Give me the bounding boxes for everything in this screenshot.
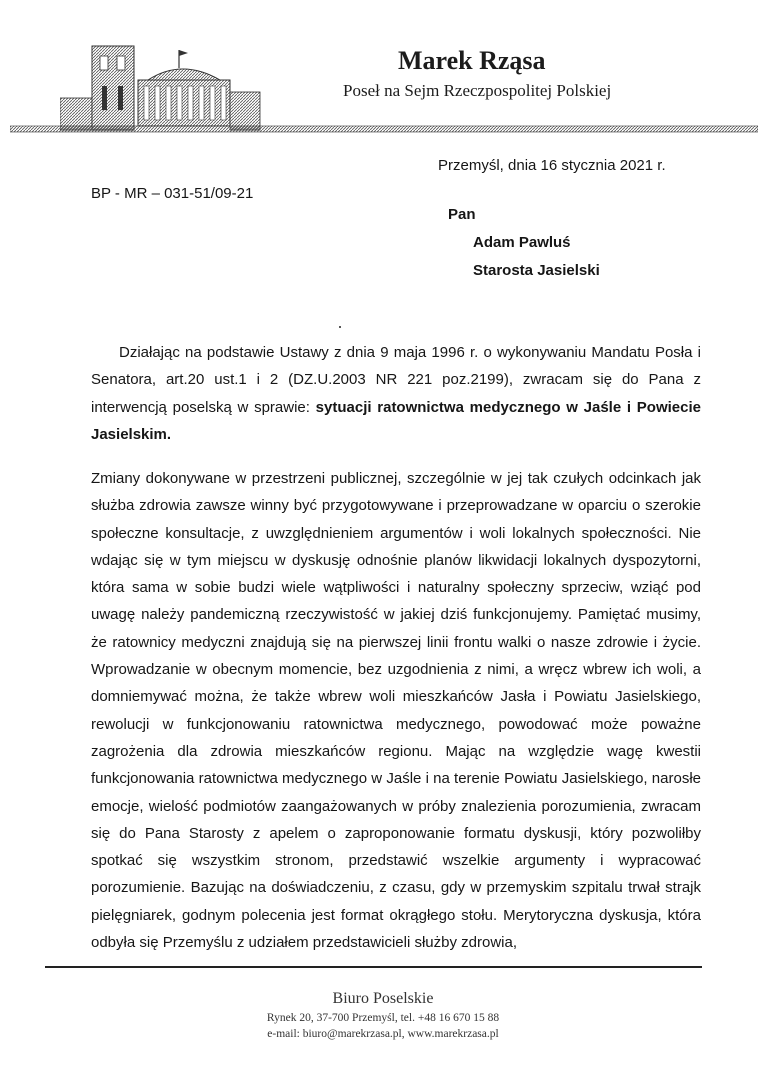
paragraph-intro-subject: sytuacji ratownictwa medycznego w Jaśle i Powiecie Jasielskim. (91, 398, 701, 443)
reference-number: BP - MR – 031-51/09-21 (91, 185, 254, 202)
paragraph-intro-text: Działając na podstawie Ustawy z dnia 9 maja 1996 r. o wykonywaniu Mandatu Posła i Senatora, art.20 ust.1 i 2 (DZ.U.2003 NR 221 poz.2199), zwracam się do Pana z interwencją poselską w sprawie: (91, 344, 701, 416)
footer-rule (45, 966, 702, 968)
footer-office-title: Biuro Poselskie (332, 990, 434, 1007)
place-date: Przemyśl, dnia 16 stycznia 2021 r. (438, 157, 666, 174)
recipient-salutation: Pan (448, 206, 476, 223)
paragraph-intro (91, 339, 701, 448)
paragraph-main: Zmiany dokonywane w przestrzeni publicznej, szczególnie w jej tak czułych odcinkach jak służba zdrowia zawsze winny być przygotowywane i przeprowadzane w oparciu o szerokie społeczne konsultacje, z uwzględnieniem argumentów i woli lokalnych społeczności. Nie wdając się w tym miejscu w dyskusję odnośnie planów likwidacji lokalnych dyspozytorni, która sama w sobie budzi wiele wątpliwości i naturalny społeczny sprzeciw, wziąć pod uwagę należy pandemiczną rzeczywistość w jakiej dziś funkcjonujemy. Pamiętać musimy, że ratownicy medyczni znajdują się na pierwszej linii frontu walki o nasze zdrowie i życie. Wprowadzanie w obecnym momencie, bez uzgodnienia z nimi, a wręcz wbrew ich woli, a domniemywać można, że także wbrew woli mieszkańców Jasła i Powiatu Jasielskiego, rewolucji w funkcjonowaniu ratownictwa medycznego, powodować może poważne zagrożenia dla zdrowia mieszkańców regionu. Mając na względzie wagę kwestii funkcjonowania ratownictwa medycznego w Jaśle i na terenie Powiatu Jasielskiego, narosłe emocje, wielość podmiotów zaangażowanych w próby znalezienia porozumienia, zwracam się do Pana Starosty z apelem o zaproponowanie formatu dyskusji, który pozwoliłby spotkać się wszystkim stronom, przedstawić wszelkie argumenty i wypracować porozumienie. Bazując na doświadczeniu, z czasu, gdy w przemyskim szpitalu trwał strajk pielęgniarek, godnym polecenia jest format okrągłego stołu. Merytoryczna dyskusja, która odbyła się Przemyślu z udziałem przedstawicieli służby zdrowia, (91, 470, 701, 952)
footer-address: Rynek 20, 37-700 Przemyśl, tel. +48 16 670 15 88 (266, 1012, 500, 1024)
footer-contact: e-mail: biuro@marekrzasa.pl, www.marekrzasa.pl (267, 1028, 499, 1040)
mp-role: Poseł na Sejm Rzeczpospolitej Polskiej (343, 81, 612, 100)
stray-dot (339, 326, 341, 328)
recipient-name: Adam Pawluś (473, 234, 571, 251)
header-rule (10, 121, 758, 137)
recipient-title: Starosta Jasielski (473, 262, 600, 279)
sejm-building-icon (60, 40, 265, 132)
mp-name: Marek Rząsa (398, 46, 546, 75)
